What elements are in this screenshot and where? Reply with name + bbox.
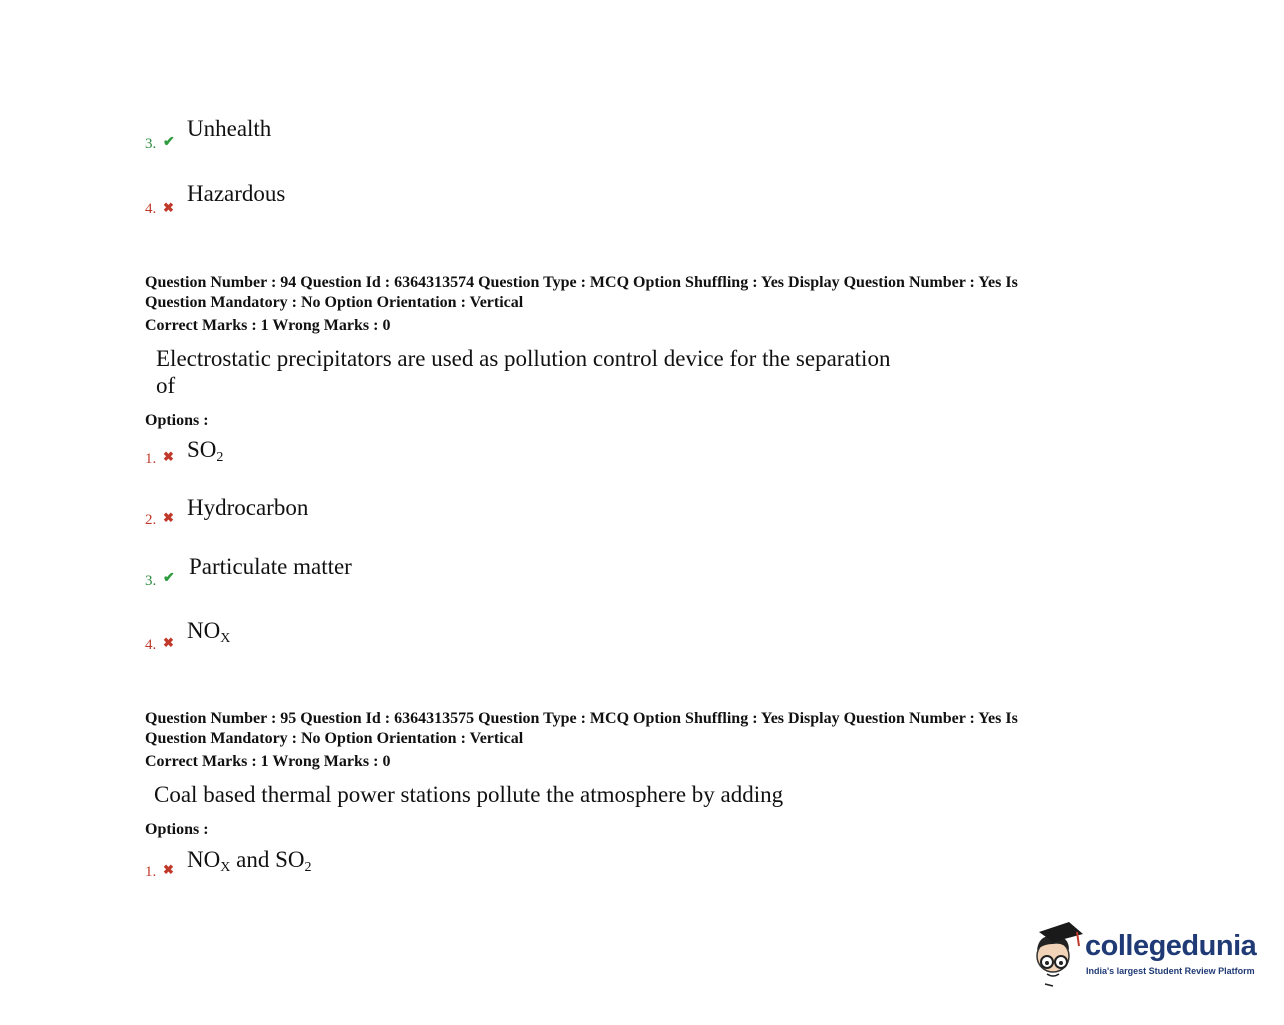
option-text — [187, 437, 223, 466]
q95-meta-line1: Question Number : 95 Question Id : 6364313575 Question Type : MCQ Option Shuffling : Yes Display Question Number : Yes Is — [145, 710, 1018, 727]
wrong-cross-icon: ✖ — [163, 449, 174, 464]
q95-options-label: Options : — [145, 821, 209, 838]
wrong-cross-icon: ✖ — [163, 862, 174, 877]
option-number: 1. — [145, 864, 157, 880]
q95-meta-line2: Question Mandatory : No Option Orientation : Vertical — [145, 730, 524, 747]
q94-marks: Correct Marks : 1 Wrong Marks : 0 — [145, 317, 391, 334]
q94-options-label: Options : — [145, 412, 209, 429]
wrong-cross-icon: ✖ — [163, 635, 174, 650]
option-number: 3. — [145, 136, 157, 152]
option-number: 1. — [145, 451, 157, 467]
option-text: Hazardous — [187, 181, 286, 206]
option-text-subscript-b: 2 — [304, 860, 312, 875]
option-text: Unhealth — [187, 116, 272, 141]
correct-check-icon: ✔ — [163, 135, 175, 150]
option-text: Hydrocarbon — [187, 495, 309, 520]
mascot-icon — [1025, 918, 1085, 988]
option-text-part-b: and SO — [230, 847, 305, 872]
option-text — [187, 847, 311, 876]
logo-tagline: India's largest Student Review Platform — [1086, 966, 1255, 976]
q95-question-text: Coal based thermal power stations pollute the atmosphere by adding — [154, 782, 784, 807]
collegedunia-logo — [1025, 918, 1255, 988]
option-text-main: SO — [187, 437, 217, 462]
q95-meta — [145, 709, 1105, 749]
wrong-cross-icon: ✖ — [163, 510, 174, 525]
q94-meta — [145, 273, 1105, 313]
wrong-cross-icon: ✖ — [163, 200, 174, 215]
option-text: Particulate matter — [189, 554, 352, 579]
option-text-subscript: X — [220, 631, 231, 646]
option-text-main: NO — [187, 618, 221, 643]
option-number: 4. — [145, 637, 157, 653]
option-number: 4. — [145, 201, 157, 217]
option-text-subscript-a: X — [220, 860, 231, 875]
q94-question-line2: of — [156, 373, 176, 398]
q94-meta-line1: Question Number : 94 Question Id : 6364313574 Question Type : MCQ Option Shuffling : Yes Display Question Number : Yes Is — [145, 274, 1018, 291]
q94-question-text — [156, 345, 946, 399]
option-text-subscript: 2 — [216, 450, 224, 465]
option-number: 2. — [145, 512, 157, 528]
option-number: 3. — [145, 573, 157, 589]
q94-meta-line2: Question Mandatory : No Option Orientation : Vertical — [145, 294, 524, 311]
q94-question-line1: Electrostatic precipitators are used as pollution control device for the separation — [156, 346, 891, 371]
option-text — [187, 618, 230, 647]
q95-marks: Correct Marks : 1 Wrong Marks : 0 — [145, 753, 391, 770]
correct-check-icon: ✔ — [163, 571, 175, 586]
logo-name: collegedunia — [1085, 930, 1257, 962]
option-text-part-a: NO — [187, 847, 221, 872]
